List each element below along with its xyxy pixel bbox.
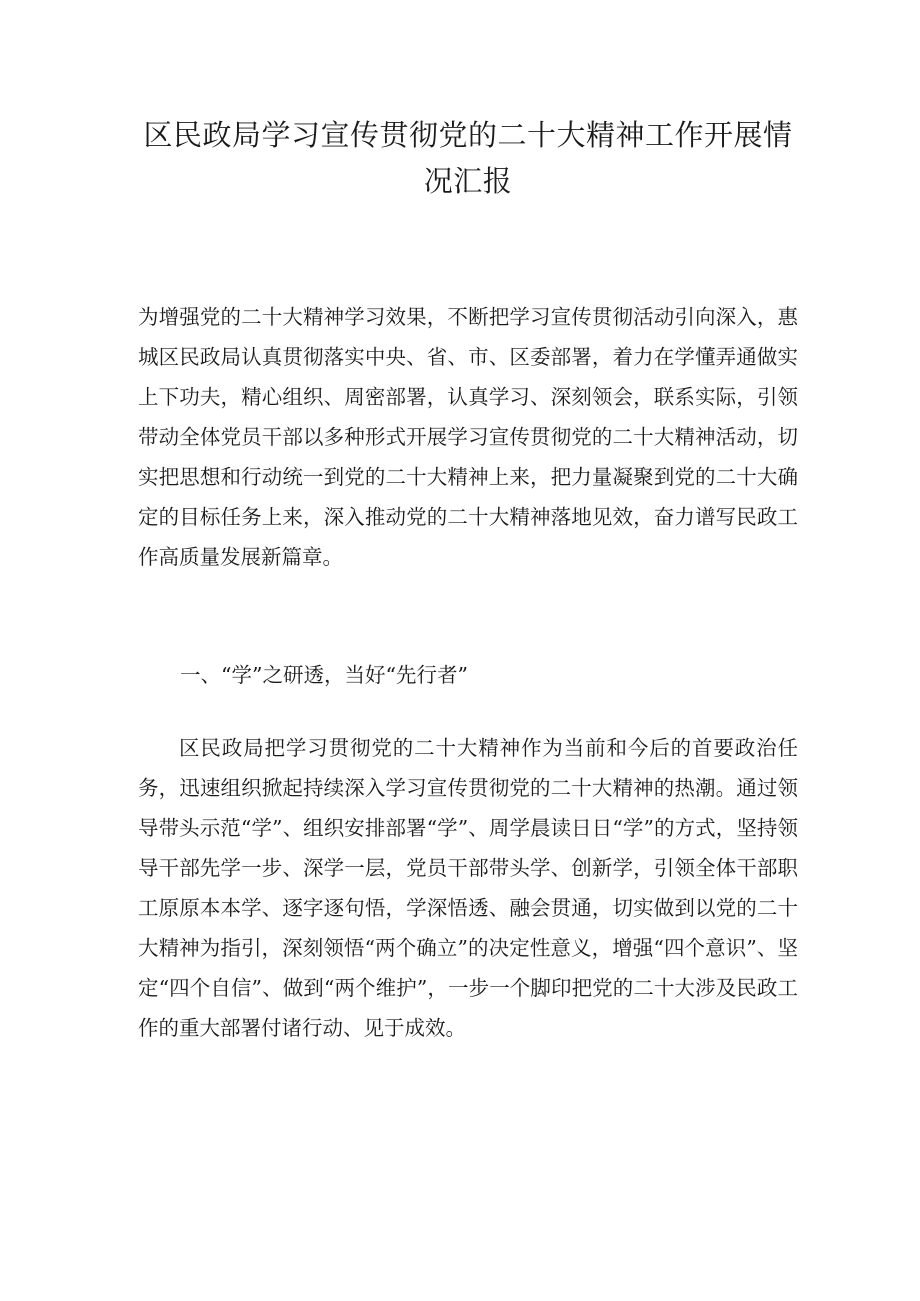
section-1-paragraph: 区民政局把学习贯彻党的二十大精神作为当前和今后的首要政治任务，迅速组织掀起持续深入学习宣传贯彻党的二十大精神的热潮。通过领导带头示范“学”、组织安排部署“学”、周学晨读日日“学”的方式，坚持领导干部先学一步、深学一层，党员干部带头学、创新学，引领全体干部职工原原本本学、逐字逐句悟，学深悟透、融会贯通，切实做到以党的二十大精神为指引，深刻领悟“两个确立”的决定性意义，增强“四个意识”、坚定“四个自信”、做到“两个维护”，一步一个脚印把党的二十大涉及民政工作的重大部署付诸行动、见于成效。 [138, 736, 798, 1040]
section-1-heading: 一、“学”之研透，当好“先行者” [180, 663, 468, 687]
document-title-line-2: 况汇报 [423, 164, 513, 198]
intro-paragraph: 为增强党的二十大精神学习效果，不断把学习宣传贯彻活动引向深入，惠城区民政局认真贯彻落实中央、省、市、区委部署，着力在学懂弄通做实上下功夫，精心组织、周密部署，认真学习、深刻领会，联系实际，引领带动全体党员干部以多种形式开展学习宣传贯彻党的二十大精神活动，切实把思想和行动统一到党的二十大精神上来，把力量凝聚到党的二十大确定的目标任务上来，深入推动党的二十大精神落地见效，奋力谱写民政工作高质量发展新篇章。 [138, 305, 798, 569]
document-title [138, 112, 798, 204]
document-title-line-1: 区民政局学习宣传贯彻党的二十大精神工作开展情 [143, 118, 793, 152]
